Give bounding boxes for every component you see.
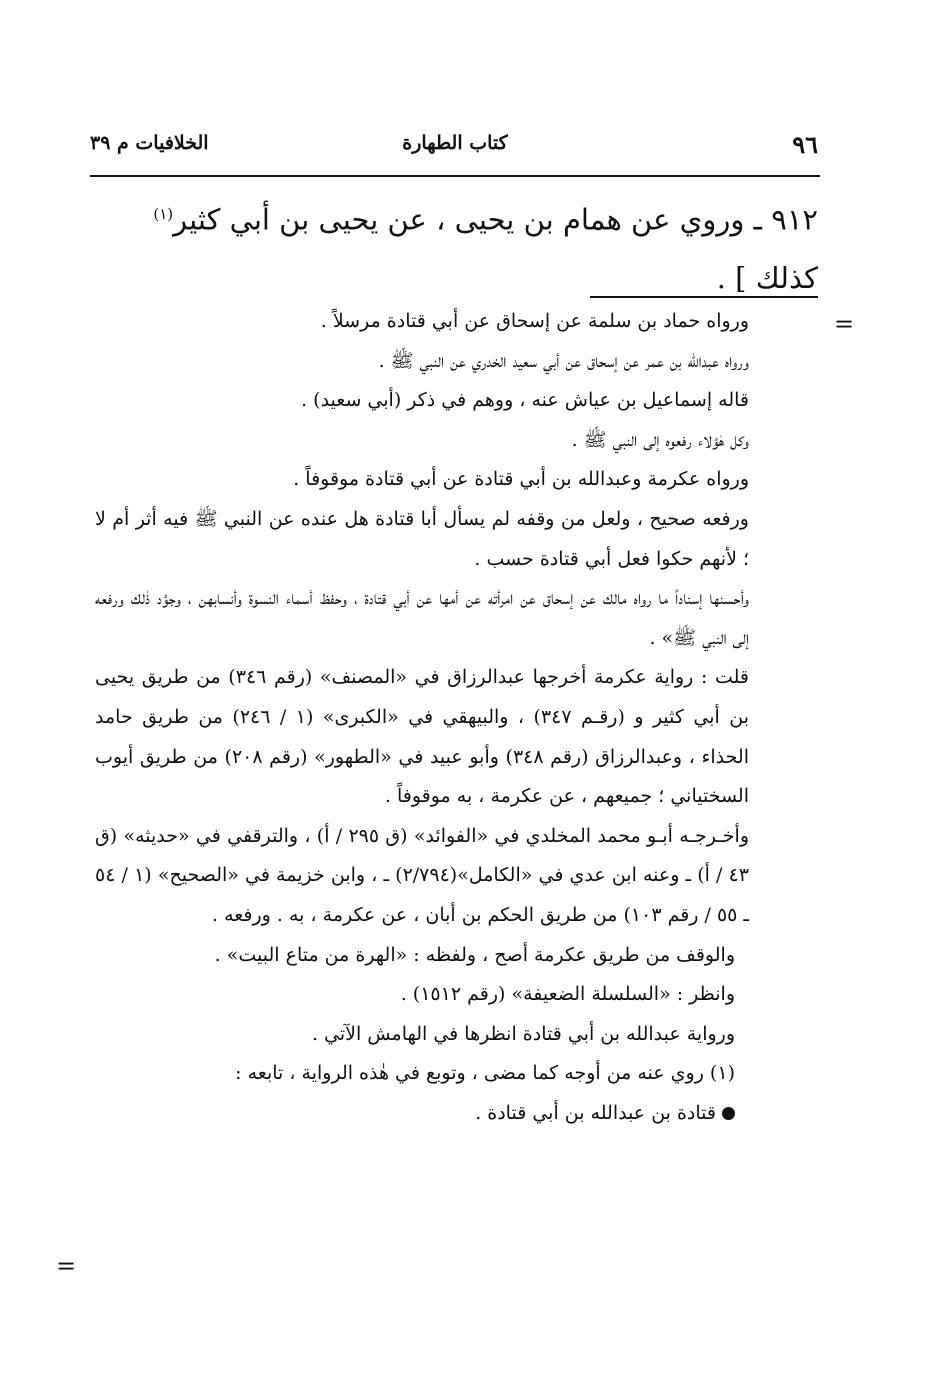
footnote-paragraph [95, 975, 817, 1015]
footnote-text: (١) روي عنه من أوجه كما مضى ، وتوبع في هٰذه الرواية ، تابعه : [235, 1062, 735, 1085]
footnote-text: وأحسنها إسناداً ما رواه مالك عن إسحاق عن امرأته عن أمها عن أبي قتادة ، وحفظ أسماء النسوة وأنسابهن ، وجوَّد ذٰلك ورفعه إلى النبي ﷺ» . [95, 587, 749, 649]
footnote-text: ورفعه صحيح ، ولعل من وقفه لم يسأل أبا قتادة هل عنده عن النبي ﷺ فيه أثر أم لا ؛ لأنهم حكوا فعل أبي قتادة حسب . [95, 507, 749, 570]
page-number: ٩٦ [792, 130, 818, 159]
footnote-text: وانظر : «السلسلة الضعيفة» (رقم ١٥١٢) . [400, 983, 735, 1006]
footnote-text: وكل هٰؤلاء رفعوه إلى النبي ﷺ . [571, 428, 749, 451]
footnote-text: ورواه حماد بن سلمة عن إسحاق عن أبي قتادة مرسلاً . [320, 310, 749, 332]
continuation-mark-bottom: = [56, 1252, 77, 1280]
footnote-text: قتادة بن عبدالله بن أبي قتادة . [475, 1101, 716, 1124]
header-rule [90, 175, 820, 177]
footnote-text: ورواية عبدالله بن أبي قتادة انظرها في الهامش الآتي . [311, 1022, 735, 1045]
bullet-icon [722, 1107, 735, 1120]
book-volume-title: الخلافيات م ٣٩ [90, 132, 209, 154]
hadith-text: ٩١٢ ـ وروي عن همام بن يحيى ، عن يحيى بن أبي كثير [173, 202, 818, 237]
footnote-paragraph [95, 936, 817, 976]
hadith-entry [90, 185, 818, 307]
footnote-paragraph [95, 302, 817, 342]
footnote-paragraph [95, 421, 817, 461]
footnote-text: قاله إسماعيل بن عياش عنه ، ووهم في ذكر (أبي سعيد) . [301, 389, 749, 412]
footnote-paragraph [95, 579, 817, 658]
footnote-text: ورواه عبدالله بن عمر عن إسحاق عن أبي سعيد الخدري عن النبي ﷺ . [378, 349, 749, 372]
footnote-paragraph [95, 460, 817, 500]
footnote-paragraph [95, 381, 817, 421]
footnote-paragraph [95, 500, 817, 579]
footnote-text: ورواه عكرمة وعبدالله بن أبي قتادة عن أبي قتادة موقوفاً . [293, 468, 749, 491]
footnote-paragraph [95, 1015, 817, 1055]
footnote-paragraph [95, 817, 817, 936]
hadith-text-end: كذلك ] . [716, 260, 818, 295]
footnote-text: وأخـرجـه أبـو محمد المخلدي في «الفوائد» (ق ٢٩٥ / أ) ، والترقفي في «حديثه» (ق ٤٣ / أ) ـ وعنه ابن عدي في «الكامل»(٢/٧٩٤) ـ ، وابن خزيمة في «الصحيح» (١ / ٥٤ ـ ٥٥ / رقم ١٠٣) من طريق الحكم بن أبان ، عن عكرمة ، به . ورفعه . [95, 824, 750, 926]
footnote-text: قلت : رواية عكرمة أخرجها عبدالرزاق في «المصنف» (رقم ٣٤٦) من طريق يحيى بن أبي كثير و (رقـم ٣٤٧) ، والبيهقي في «الكبرى» (١ / ٢٤٦) من طريق حامد الحذاء ، وعبدالرزاق (رقم ٣٤٨) وأبو عبيد في «الطهور» (رقم ٢٠٨) من طريق أيوب السختياني ؛ جميعهم ، عن عكرمة ، به موقوفاً . [95, 666, 749, 808]
footnote-paragraph [95, 342, 817, 382]
footnote-separator [590, 296, 818, 298]
footnote-mark: (١) [153, 205, 174, 223]
footnote-paragraph [95, 1094, 817, 1134]
footnote-paragraph [95, 658, 817, 816]
footnote-paragraph [95, 1054, 817, 1094]
book-section-title: كتاب الطهارة [402, 132, 508, 154]
footnotes [95, 302, 817, 1133]
running-header [90, 128, 820, 168]
continuation-mark-top: = [834, 310, 855, 338]
footnote-text: والوقف من طريق عكرمة أصح ، ولفظه : «الهرة من متاع البيت» . [214, 943, 735, 966]
